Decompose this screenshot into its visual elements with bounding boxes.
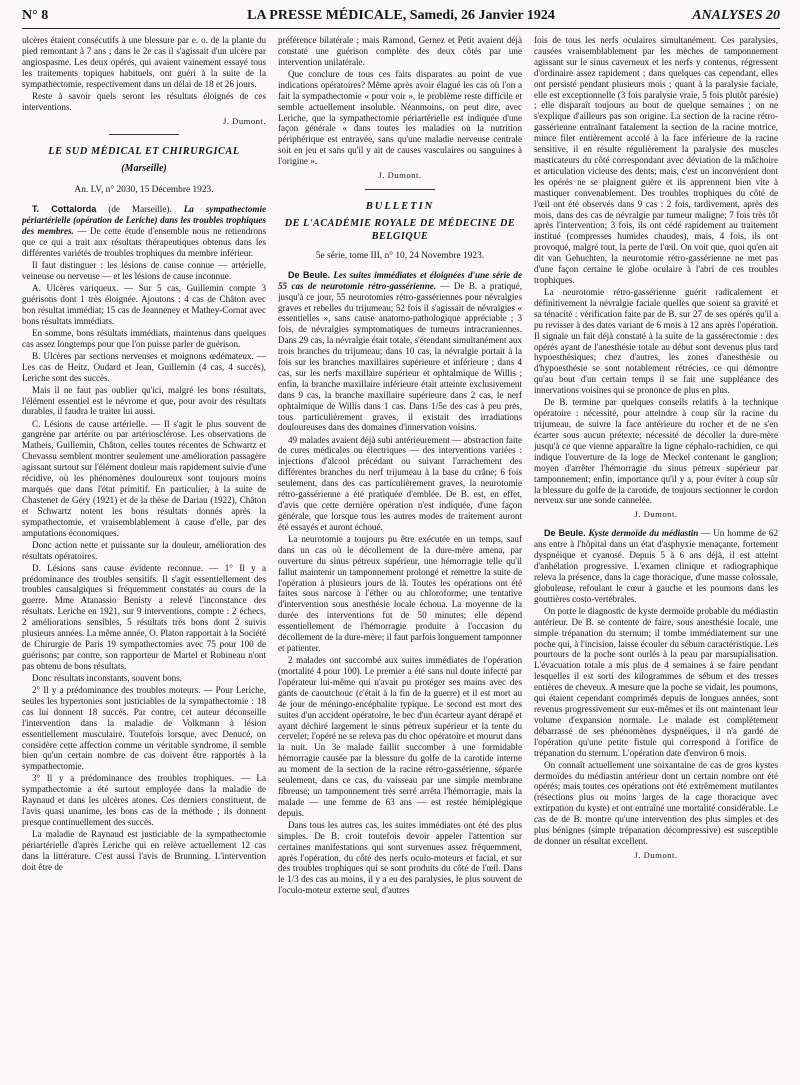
paragraph: ulcères étaient consécutifs à une blessure par e. o. de la plante du pied remontant à 7 ans ; dans le 2e cas il s'agissait d'un ulcère par angiospasme. Les deux opérés, qui avaient vainement essayé tous les traitements topiques habituels, ont guéri à la suite de la sympathectomie, respectivement dans un délai de 18 et 26 jours.	[22, 35, 266, 89]
paragraph: B. Ulcères par sections nerveuses et moignons œdémateux. — Les cas de Heitz, Oudard et Jean, Guillemin (4 cas, 4 succès), Leriche sont des succès.	[22, 350, 266, 383]
divider	[109, 134, 179, 135]
article-title: La sympathectomie périartérielle (opération de Leriche) dans les troubles trophiques des membres.	[22, 204, 266, 236]
paragraph: 2° Il y a prédominance des troubles moteurs. — Pour Leriche, seules les hypertonies sont justiciables de la sympathectomie : 18 cas lui donnent 18 succès. Par contre, cet auteur déconseille l'intervention dans la maladie de Volkmann à lésion essentiellement musculaire. Toutefois lorsque, avec Denucé, on considère cette affection comme un véritable syndrome, il semble bien qu'un certain nombre de cas doivent être rapportés à la sympathectomie.	[22, 685, 266, 772]
paragraph: A. Ulcères variqueux. — Sur 5 cas, Guillemin compte 3 guérisons dont 1 très éloignée. Ajoutons : 4 cas de Châton avec bon résultat immédiat; 15 cas de Jeanneney et Mathey-Cornat avec bons résultats immédiats.	[22, 282, 266, 326]
article-intro: — De B. a pratiqué, jusqu'à ce jour, 55 neurotomies rétro-gassériennes pour névralgies graves et rebelles du trijumeau; 52 fois il s'agissait de névralgies « essentielles », sans cause anatomo-pathologique appréciable ; 3 fois, de névralgies symptomatiques de tumeurs intracraniennes. Dans 29 cas, la névralgie était totale, s'étendant simultanément aux trois branches du trijumeau; dans 10 cas, la névralgie portait à la fois sur les branches maxillaires supérieure et inférieure ; dans 4 cas, sur les nerfs maxillaire supérieur et ophtalmique de Willis ; enfin, la branche maxillaire inférieure était atteinte exclusivement dans 9 cas, la branche maxillaire supérieure dans 2 cas, le nerf ophtalmique de Willis dans 1 cas. Dans 1/5e des cas à peu près, tous particulièrement graves, il existait des irradiations douloureuses dans des domaines d'innervation voisins.	[278, 280, 522, 433]
signature: J. Dumont.	[634, 849, 678, 860]
article-intro: — Un homme de 62 ans entre à l'hôpital dans un état d'asphyxie menaçante, fortement dyspnéique et cyanosé. Depuis 5 à 6 ans déjà, il est atteint d'anhélation progressive. L'examen clinique et radiographique releva la présence, dans la cage thoracique, d'une masse colossale, globuleuse, refoulant le cœur à gauche et les poumons dans les gouttières costo-vertébrales.	[534, 528, 778, 604]
journal-heading: LE SUD MÉDICAL ET CHIRURGICAL	[48, 146, 240, 158]
column-1	[22, 35, 266, 1085]
signature: J. Dumont.	[223, 115, 266, 126]
paragraph: En somme, bons résultats immédiats, maintenus dans quelques cas assez longtemps pour que l'on puisse parler de guérison.	[22, 327, 266, 349]
article-lead	[22, 204, 266, 259]
paragraph: La maladie de Raynaud est justiciable de la sympathectomie périartérielle d'après Leriche qui en relève actuellement 12 cas dans la littérature. C'est aussi l'avis de Brunning. L'intervention doit être de	[22, 829, 266, 872]
paragraph: La neurotomie rétro-gassérienne guérit radicalement et définitivement la névralgie faciale quelles que soient sa gravité et sa ténacité : vérification faite par de B. sur 27 de ses opérés qu'il a pu revisser à des dates variant de 6 mois à 12 ans après l'opération. Il signale un fait déjà constaté à la suite de la gassérectomie : des opérés ayant de l'anesthésie totale au début sont devenus plus tard hypoesthésiques; chez d'autres, les zones d'anesthésie ou d'hypoesthésie se sont notablement rétrécies, ce qui démontre qu'au bout d'un certain temps il se fait une suppléance des innervations voisines qui se prononce de plus en plus.	[534, 287, 778, 396]
paragraph: Mais il ne faut pas oublier qu'ici, malgré les bons résultats, l'élément essentiel est le névrome et que, pour avoir des résultats durables, il faudra le traiter lui aussi.	[22, 384, 266, 417]
column-3	[534, 35, 778, 1085]
page-header	[22, 8, 780, 29]
paragraph: La neurotomie a toujours pu être exécutée en un temps, sauf dans un cas où le décollement de la dure-mère amena, par ouverture du sinus pétreux supérieur, une hémorragie telle qu'il fallut maintenir un tamponnement prolongé et remettre la suite de l'opération à plusieurs jours de là. Toutes les opérations ont été faites sous narcose à l'éther ou au chloroforme; une tentative d'intervention sous anesthésie locale échoua. La moyenne de la durée des interventions fut de 50 minutes; elle dépend essentiellement de l'hémorragie produite à l'occasion du décollement de la dure-mère; il faut parfois longuement tamponner et patienter.	[278, 533, 522, 653]
issue-line: 5e série, tome III, n° 10, 24 Novembre 1923.	[315, 250, 485, 261]
article-lead	[534, 528, 778, 604]
paragraph: D. Lésions sans cause évidente reconnue. — 1° Il y a prédominance des troubles sensitifs. Il s'agit essentiellement des troubles causalgiques si fréquemment constatés au cours de la guerre. Mme Atanassio Benisty a relevé l'inconstance des résultats. Leriche en 1921, sur 9 interventions, compte : 2 échecs, 2 améliorations sensibles, 5 résultats très bons dont 2 suivis plusieurs années. La même année, O. Platon rapportait à la Société de Chirurgie de Paris 19 sympathectomies avec 75 pour 100 de guérisons; par contre, son rapporteur de Martel et Robineau n'ont pas obtenu de bons résultats.	[22, 562, 266, 671]
paragraph: On connaît actuellement une soixantaine de cas de gros kystes dermoïdes du médiastin antérieur dont un certain nombre ont été opérés; mais toutes ces opérations ont été extrêmement mutilantes (résections plus ou moins larges de la cage thoracique avec extirpation du kyste) et ont entraîné une mortalité considérable. Le cas de de B. montre qu'une intervention des plus simples et des plus bénignes (simple trépanation décompressive) est susceptible de donner un résultat excellent.	[534, 759, 778, 846]
journal-title: LA PRESSE MÉDICALE, Samedi, 26 Janvier 1924	[247, 8, 555, 23]
article-author: T. Cottalorda	[32, 204, 97, 215]
paragraph: C. Lésions de cause artérielle. — Il s'agit le plus souvent de gangrène par artérite ou par artériosclérose. Les observations de Matheis, Guillemin, Châton, celles toutes récentes de Schwartz et Chevassu semblent montrer seulement une amélioration passagère agissant surtout sur l'élément douleur mais rapidement suivie d'une récidive, où les phénomènes douloureux sont toujours moins marqués que dans l'état primitif. En particulier, à la suite de Chastenet de Géry (1921) et de la thèse de Dariau (1922), Châton et Schwartz notent les bons résultats donnés après la sympathectomie, et vraisemblablement à cause d'elle, par des amputations économiques.	[22, 418, 266, 538]
bulletin-title: DE L'ACADÉMIE ROYALE DE MÉDECINE DE BELGIQUE	[284, 217, 516, 242]
paragraph: fois de tous les nerfs oculaires simultanément. Ces paralysies, causées vraisemblablement par les mèches de tamponnement agissant sur le sinus caverneux et les nerfs y contenus, régressent d'ordinaire assez rapidement ; dans quelques cas cependant, elles ont persisté pendant plusieurs mois ; quant à la paralysie faciale, elle est exceptionnelle (3 fois paralysie vraie, 5 fois plutôt parésie) ; elle disparaît toujours au bout de quelque semaines ; on ne s'explique d'ailleurs pas son origine. La section de la racine rétro-gassérienne entraînant fatalement la section de la racine motrice, mince filet entièrement accolé à la face inférieure de la racine sensitive, il en résulte régulièrement la paralysie des muscles masticateurs du côté correspondant avec déviation de la mâchoire et articulation vicieuse des dents; mais, c'est un inconvénient dont les opérés ne se plaignent guère et ils apprennent bien vite à mastiquer convenablement. Des troubles trophiques du côté de l'œil ont été observés dans 9 cas : 2 fois, tardivement, après des mois, dans des cas de névralgie par tumeur maligne; 7 fois très tôt après l'intervention; 3 fois, ils ont cédé rapidement au traitement institué (compresses humides chaudes), mais, 4 fois, ils ont provoqué, malgré tout, la perte de l'œil. On voit que, quoi qu'en ait dit van Gehuchten, la neurotomie rétro-gassérienne ne met pas d'une façon certaine le globe oculaire à l'abri de ces troubles trophiques.	[534, 35, 778, 285]
columns	[22, 35, 780, 1085]
article-title: Les suites immédiates et éloignées d'une série de 55 cas de neurotomie rétro-gassérienne.	[278, 269, 522, 291]
article-place: (de Marseille).	[96, 204, 184, 215]
paragraph: De B. termine par quelques conseils relatifs à la technique opératoire : nécessité, pour atteindre à coup sûr la racine du trijumeau, de suivre la face antérieure du rocher et de ne s'en écarter sous aucun prétexte; nécessité de décoller la dure-mère jusqu'à ce que vienne apparaître la ligne céphalo-rachidien, ce qui indique l'ouverture de la loge de Meckel contenant le ganglion; moyen d'arrêter l'hémorragie du sinus pétreux supérieur par tamponnement; enfin, importance qu'il y a, pour éviter à coup sûr la blessure du golfe de la carotide, de toujours sectionner le cordon nerveux sur une sonde cannelée.	[534, 397, 778, 506]
bulletin-heading: BULLETIN	[365, 200, 435, 212]
paragraph: Reste à savoir quels seront les résultats éloignés de ces interventions.	[22, 90, 266, 112]
page-number: N° 8	[22, 8, 49, 23]
paragraph: Il faut distinguer : les lésions de cause connue — artérielle, veineuse ou nerveuse — et les lésions de cause inconnue.	[22, 259, 266, 281]
paragraph: préférence bilatérale ; mais Ramond, Gernez et Petit avaient déjà constaté une guérison complète des deux côtés par une intervention unilatérale.	[278, 35, 522, 67]
section-label: ANALYSES 20	[692, 8, 780, 23]
issue-line: An. LV, n° 2030, 15 Décembre 1923.	[74, 185, 214, 196]
paragraph: Dans tous les autres cas, les suites immédiates ont été des plus simples. De B. croit toutefois devoir appeler l'attention sur certaines manifestations qui sont survenues assez fréquemment, après l'opération, du côté des nerfs oculo-moteurs et facial, et sur des troubles trophiques qui se sont produits du côté de l'œil. Dans le 1/3 des cas au moins, il y a eu des paralysies, le plus souvent de l'oculo-moteur externe seul, d'autres	[278, 819, 522, 896]
paragraph: On porte le diagnostic de kyste dermoïde probable du médiastin antérieur. De B. se contente de faire, sous anesthésie locale, une simple trépanation du sternum; il tombe immédiatement sur une poche qui, à l'incision, laisse écouler du sébum caractéristique. Les pourtours de la poche sont ourlés à la peau par marsupialisation. L'évacuation totale a mis plus de 4 semaines à se faire pendant lesquelles il est sorti des kilogrammes de sébum et des tresses entières de cheveux. A mesure que la poche se vidait, les poumons, qui étaient cependant comprimés depuis de longues années, sont revenus progressivement sur eux-mêmes et ils ont maintenant leur volume d'expansion normale. Le malade est complètement débarrassé de ses phénomènes dyspnéiques, il n'a gardé de l'opération qu'une petite fistule qui correspond à l'orifice de trépanation du sternum. L'opération date d'environ 6 mois.	[534, 605, 778, 758]
paragraph: 49 malades avaient déjà subi antérieurement — abstraction faite de cures médicales ou électriques — des interventions variées : injections d'alcool précédant ou suivant l'arrachement des différentes branches du nerf trijumeau à la base du crâne; 6 fois seulement, dans des cas particulièrement graves, la neurotomie rétro-gassérienne a été pratiquée d'emblée. De B. est, en effet, d'avis que cette dernière opération n'est indiquée, d'une façon générale, que lorsque tous les autres modes de traitement auront été essayés et auront échoué.	[278, 434, 522, 532]
signature: J. Dumont.	[634, 509, 678, 520]
divider	[365, 189, 435, 190]
paragraph: 3° Il y a prédominance des troubles trophiques. — La sympathectomie a été surtout employée dans la maladie de Raynaud et dans les ulcères atones. Ces derniers constituent, de l'avis quasi unanime, les bons cas de la méthode ; ils donnent presque continuellement des succès.	[22, 773, 266, 828]
column-2	[278, 35, 522, 1085]
journal-city: (Marseille)	[121, 163, 167, 175]
paragraph: 2 malades ont succombé aux suites immédiates de l'opération (mortalité 4 pour 100). Le premier a été sans nul doute infecté par l'opérateur lui-même qui n'avait pu protéger ses mains avec des gants de caoutchouc (c'était à la fin de la guerre) et il est mort au 4e jour de méningo-encéphalite typique. Le second est mort des suites d'un accident opératoire, le bec d'un écarteur ayant dérapé et ayant déchiré largement le sinus pétreux supérieur et la tente du cervelet; l'opéré ne se releva pas du choc opératoire et mourut dans la nuit. Un 3e malade faillit succomber à une formidable hémorragie causée par la blessure du golfe de la carotide interne au moment de la section de la racine rétro-gassérienne, séparée seulement, dans ce cas, du vaisseau par une simple membrane fibreuse; un tamponnement très serré arrêta l'hémorragie, mais la malade — une femme de 63 ans — est restée hémiplégique depuis.	[278, 655, 522, 818]
signature: J. Dumont.	[378, 170, 422, 181]
article-author: De Beule.	[544, 528, 586, 539]
article-title: Kyste dermoïde du médiastin	[585, 528, 699, 539]
paragraph: Donc action nette et puissante sur la douleur, amélioration des résultats opératoires.	[22, 539, 266, 561]
article-lead	[278, 270, 522, 434]
paragraph: Que conclure de tous ces faits disparates au point de vue indications opératoires? Même après avoir élagué les cas où l'on a fait la sympathectomie « pour voir », le problème reste difficile et semble actuellement insoluble. Néanmoins, on peut dire, avec Leriche, que la sympathectomie périartérielle est indiquée d'une façon générale « dans toutes les maladies où la nutrition périphérique est entravée, sans qu'une maladie nerveuse centrale soit en jeu et sans qu'il y ait de causes vasculaires ou sanguines à l'origine ».	[278, 68, 522, 167]
paragraph: Donc résultats inconstants, souvent bons.	[32, 672, 183, 683]
article-author: De Beule.	[288, 269, 331, 280]
article-intro: — De cette étude d'ensemble nous ne retiendrons que ce qui a trait aux résultats thérapeutiques obtenus dans les différentes variétés de troubles trophiques du membre inférieur.	[22, 225, 266, 258]
